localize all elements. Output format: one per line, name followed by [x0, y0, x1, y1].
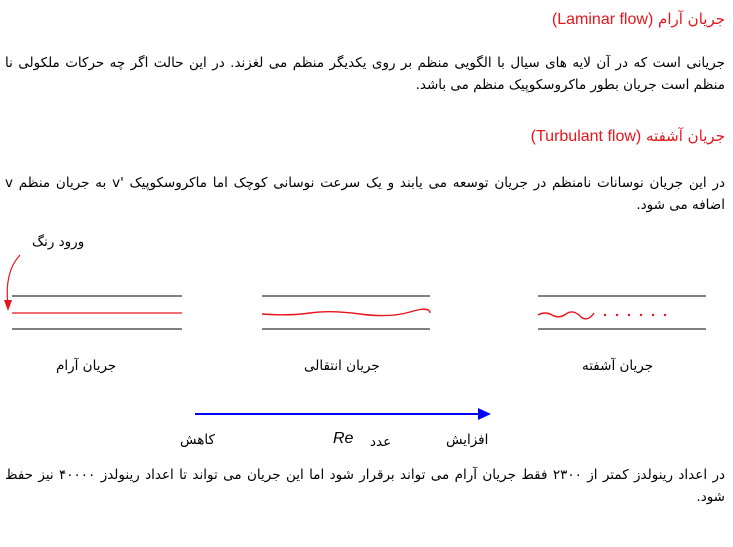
decrease-label: کاهش	[180, 432, 215, 448]
turbulent-flow-label: جریان آشفته	[582, 358, 654, 374]
number-label: عدد	[370, 434, 392, 450]
turbulent-heading-fa: جریان آشفته	[646, 127, 725, 145]
laminar-description: جریانی است که در آن لایه های سیال با الگویی منظم بر روی یکدیگر منظم می لغزند. در این حالت اگر چه حرکات ملکولی نا منظم است جریان بطور ماکروسکوپیک منظم می باشد.	[5, 55, 725, 93]
turbulent-dye-dots	[604, 314, 666, 316]
laminar-flow-label: جریان آرام	[56, 358, 117, 374]
reynolds-arrow	[195, 408, 491, 420]
transitional-pipe	[262, 296, 430, 329]
transitional-dye-line	[262, 309, 430, 315]
increase-label: افزایش	[446, 432, 489, 448]
dye-entry-arrow	[4, 255, 20, 311]
laminar-heading-fa: جریان آرام	[658, 10, 725, 28]
reynolds-symbol: Re	[333, 430, 354, 447]
transitional-flow-label: جریان انتقالی	[304, 358, 380, 374]
turbulent-description: در این جریان نوسانات نامنظم در جریان توسعه می یابند و یک سرعت نوسانی کوچک اما ماکروسکوپیک 'v به جریان منظم v اضافه می شود.	[5, 175, 725, 213]
turbulent-pipe	[538, 296, 706, 329]
dye-entry-label: ورود رنگ	[32, 234, 85, 250]
turbulent-dye-line	[538, 312, 594, 319]
laminar-pipe	[12, 296, 182, 329]
laminar-heading-en: (Laminar flow)	[551, 11, 654, 28]
turbulent-heading-en: (Turbulant flow)	[530, 128, 642, 145]
reynolds-note: در اعداد رینولدز کمتر از ۲۳۰۰ فقط جریان آرام می تواند برقرار شود اما این جریان می تواند تا اعداد رینولدز ۴۰۰۰۰ نیز حفظ شود.	[5, 467, 725, 505]
